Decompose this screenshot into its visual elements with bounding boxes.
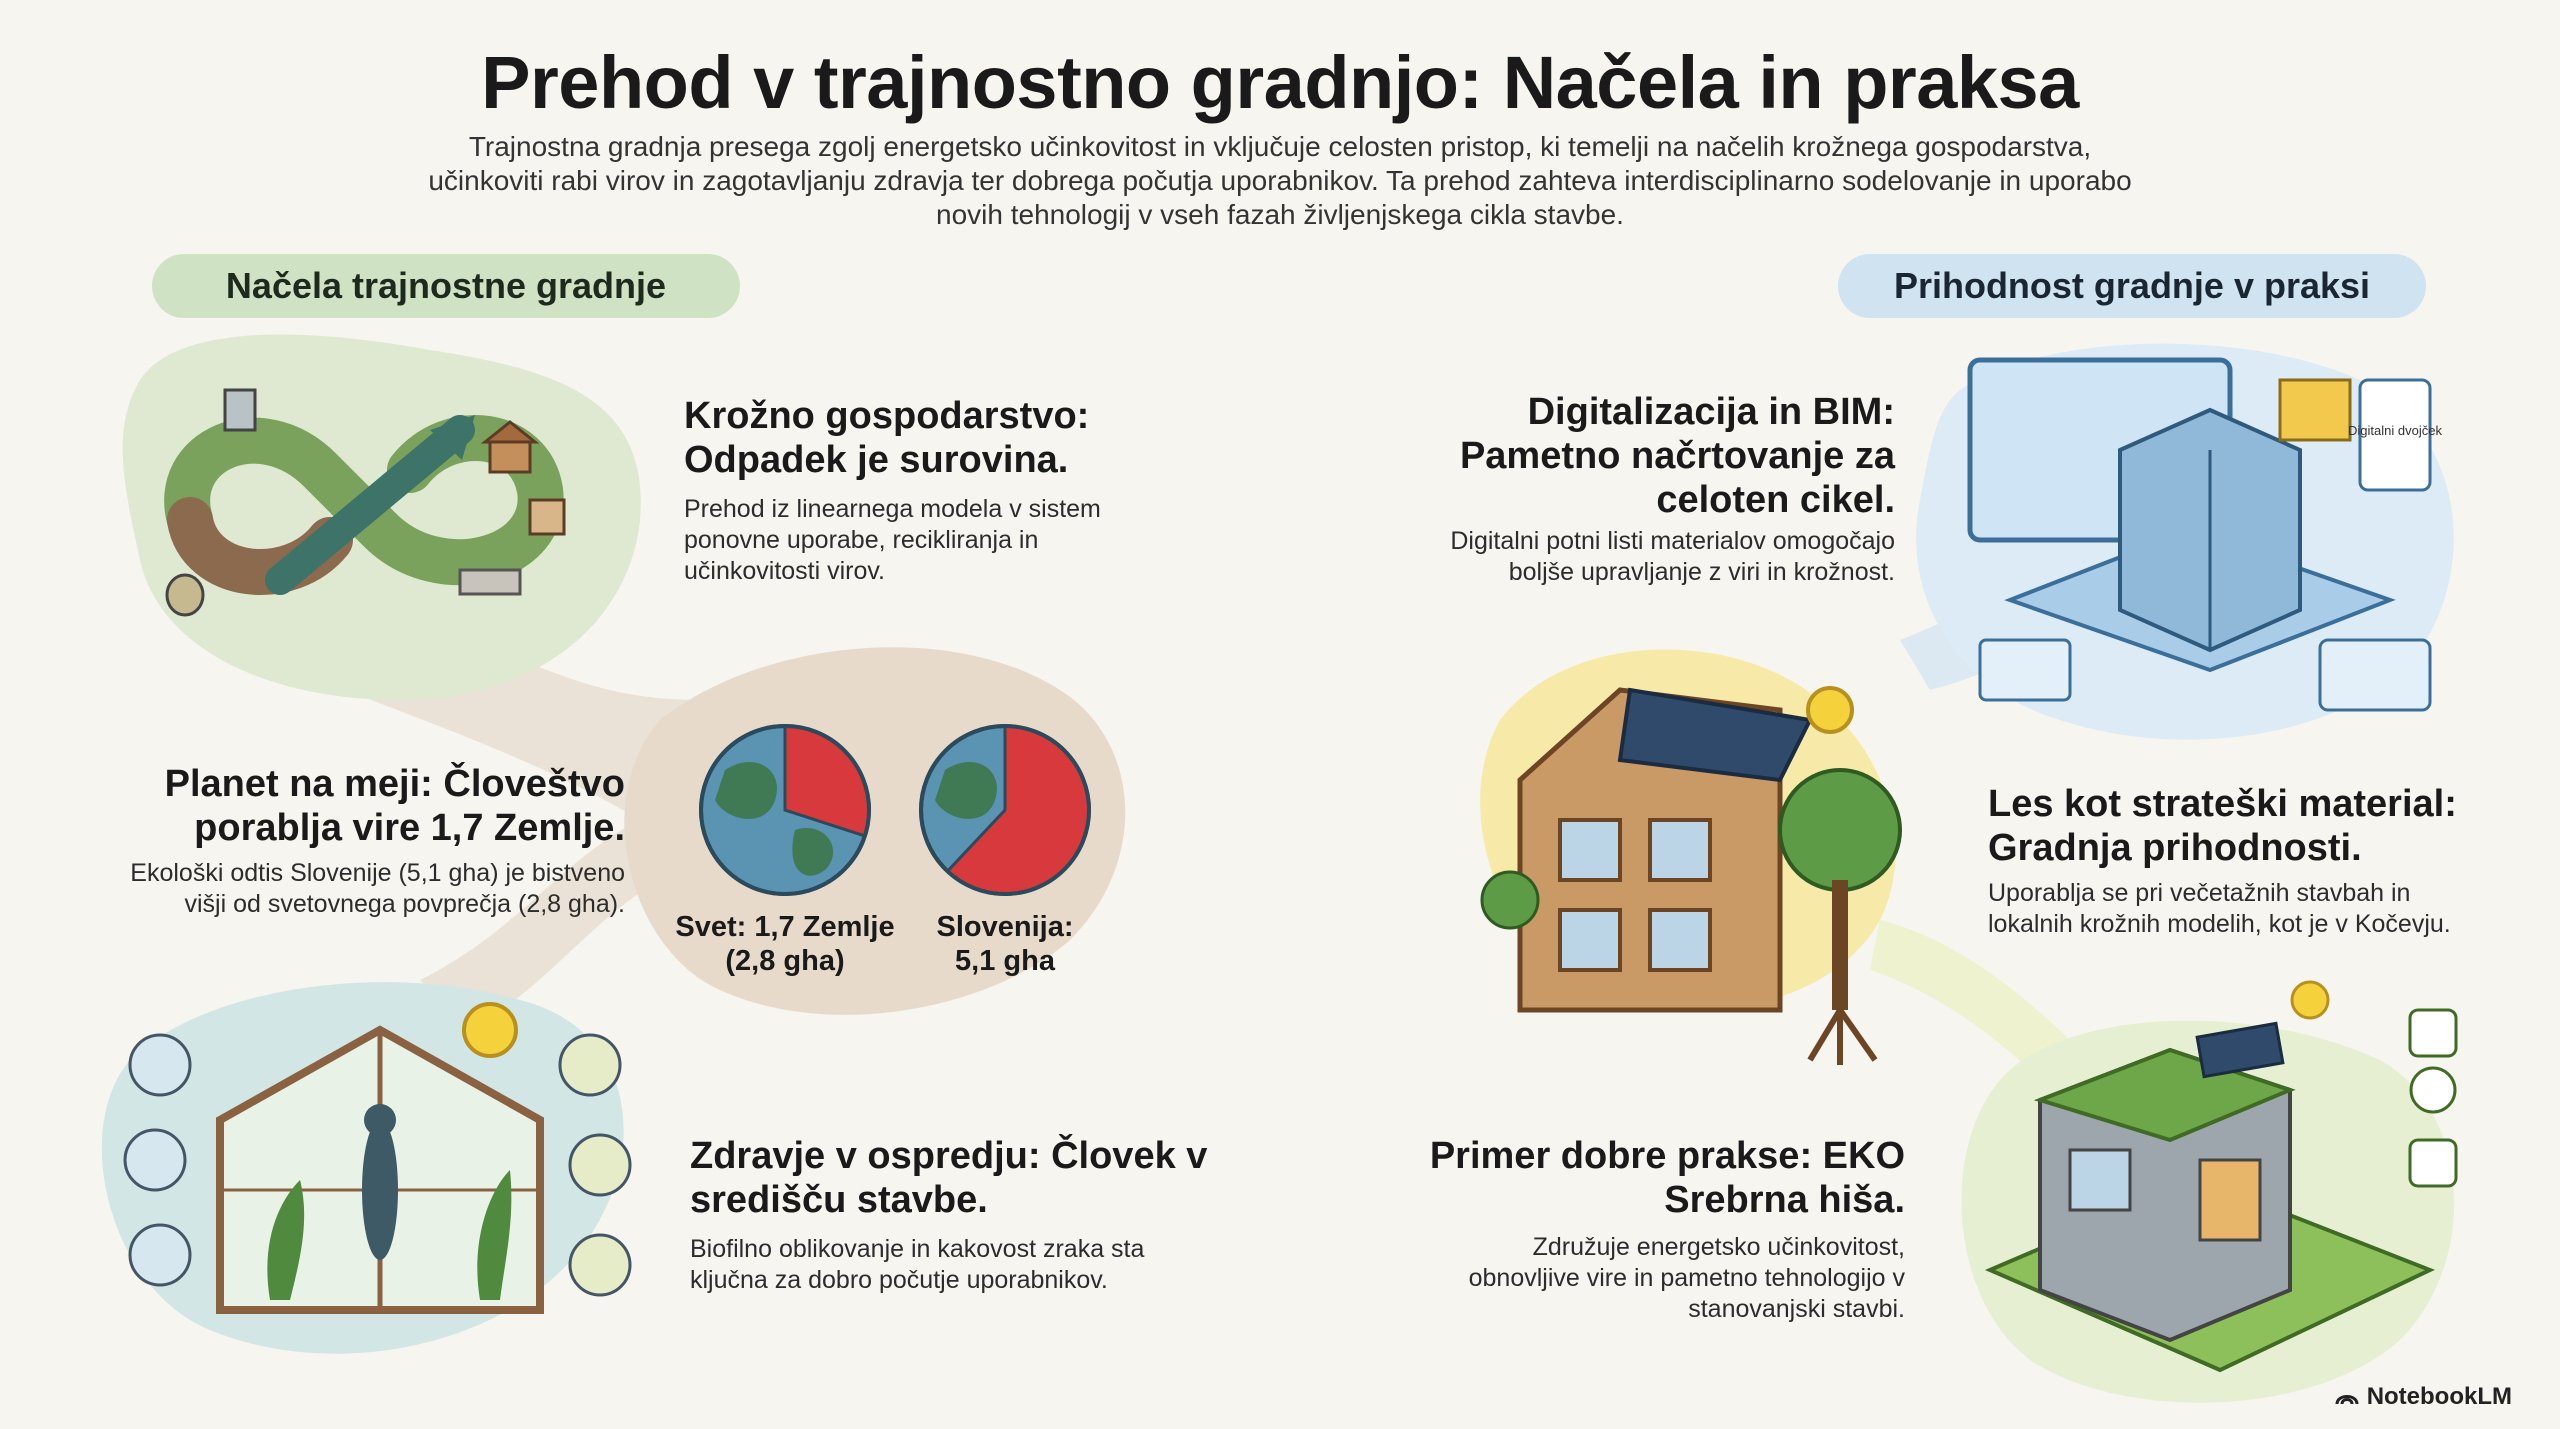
circular-economy-text: Prehod iz linearnega modela v sistem ponovne uporabe, recikliranja in učinkovitosti virov. — [684, 495, 1101, 585]
digital-twin-badge: Digitalni dvojček — [2348, 423, 2442, 438]
section-label-future: Prihodnost gradnje v praksi — [1838, 254, 2426, 318]
timber-heading: Les kot strateški material: Gradnja prihodnosti. — [1988, 783, 2457, 869]
bim-heading: Digitalizacija in BIM: Pametno načrtovanje za celoten cikel. — [1459, 391, 1895, 521]
infinity-recycle-icon — [130, 370, 600, 630]
good-practice-text: Združuje energetsko učinkovitost, obnovljive vire in pametno tehnologijo v stanovanjski stavbi. — [1468, 1233, 1905, 1323]
planet-limit-text: Ekološki odtis Slovenije (5,1 gha) je bistveno višji od svetovnega povprečja (2,8 gha). — [130, 859, 625, 918]
page-title: Prehod v trajnostno gradnjo: Načela in praksa — [481, 41, 2079, 124]
intro-paragraph: Trajnostna gradnja presega zgolj energetsko učinkovitost in vključuje celosten pristop, ki temelji na načelih krožnega gospodarstva, učinkoviti rabi virov in zagotavljanju zdravja ter dobrega počutja uporabnikov. Ta prehod zahteva interdisciplinarno sodelovanje in uporabo novih tehnologij v vseh fazah življenjskega cikla stavbe. — [428, 131, 2132, 230]
brand-logo — [2335, 1383, 2512, 1411]
notebooklm-icon — [2335, 1388, 2359, 1406]
globe-world-caption — [660, 910, 910, 978]
digital-twin-building-icon — [1950, 340, 2450, 720]
timber-text: Uporablja se pri večetažnih stavbah in lokalnih krožnih modelih, kot je v Kočevju. — [1988, 879, 2451, 938]
globe-world-caption-line1: Svet: 1,7 Zemlje — [675, 911, 895, 943]
globe-slovenia-caption-line1: Slovenija: — [936, 911, 1074, 943]
biophilic-house-icon — [110, 990, 650, 1330]
timber-building-icon — [1480, 650, 1920, 1070]
globe-slovenia-caption — [895, 910, 1115, 978]
good-practice-heading: Primer dobre prakse: EKO Srebrna hiša. — [1429, 1135, 1905, 1221]
section-label-principles: Načela trajnostne gradnje — [152, 254, 740, 318]
health-text: Biofilno oblikovanje in kakovost zraka sta ključna za dobro počutje uporabnikov. — [690, 1235, 1145, 1294]
globes-chart — [695, 720, 1095, 900]
globe-slovenia-icon — [921, 726, 1089, 894]
bim-text: Digitalni potni listi materialov omogočajo boljše upravljanje z viri in krožnost. — [1450, 527, 1895, 586]
globe-slovenia-caption-line2: 5,1 gha — [955, 945, 1055, 977]
globe-world-icon — [701, 726, 869, 894]
brand-name: NotebookLM — [2366, 1383, 2512, 1410]
globe-world-caption-line2: (2,8 gha) — [725, 945, 845, 977]
planet-limit-heading: Planet na meji: Človeštvo porablja vire 1,7 Zemlje. — [164, 763, 625, 849]
circular-economy-heading: Krožno gospodarstvo: Odpadek je surovina. — [684, 395, 1090, 481]
smart-eco-house-icon — [1950, 970, 2470, 1390]
health-heading: Zdravje v ospredju: Človek v središču stavbe. — [690, 1135, 1208, 1221]
